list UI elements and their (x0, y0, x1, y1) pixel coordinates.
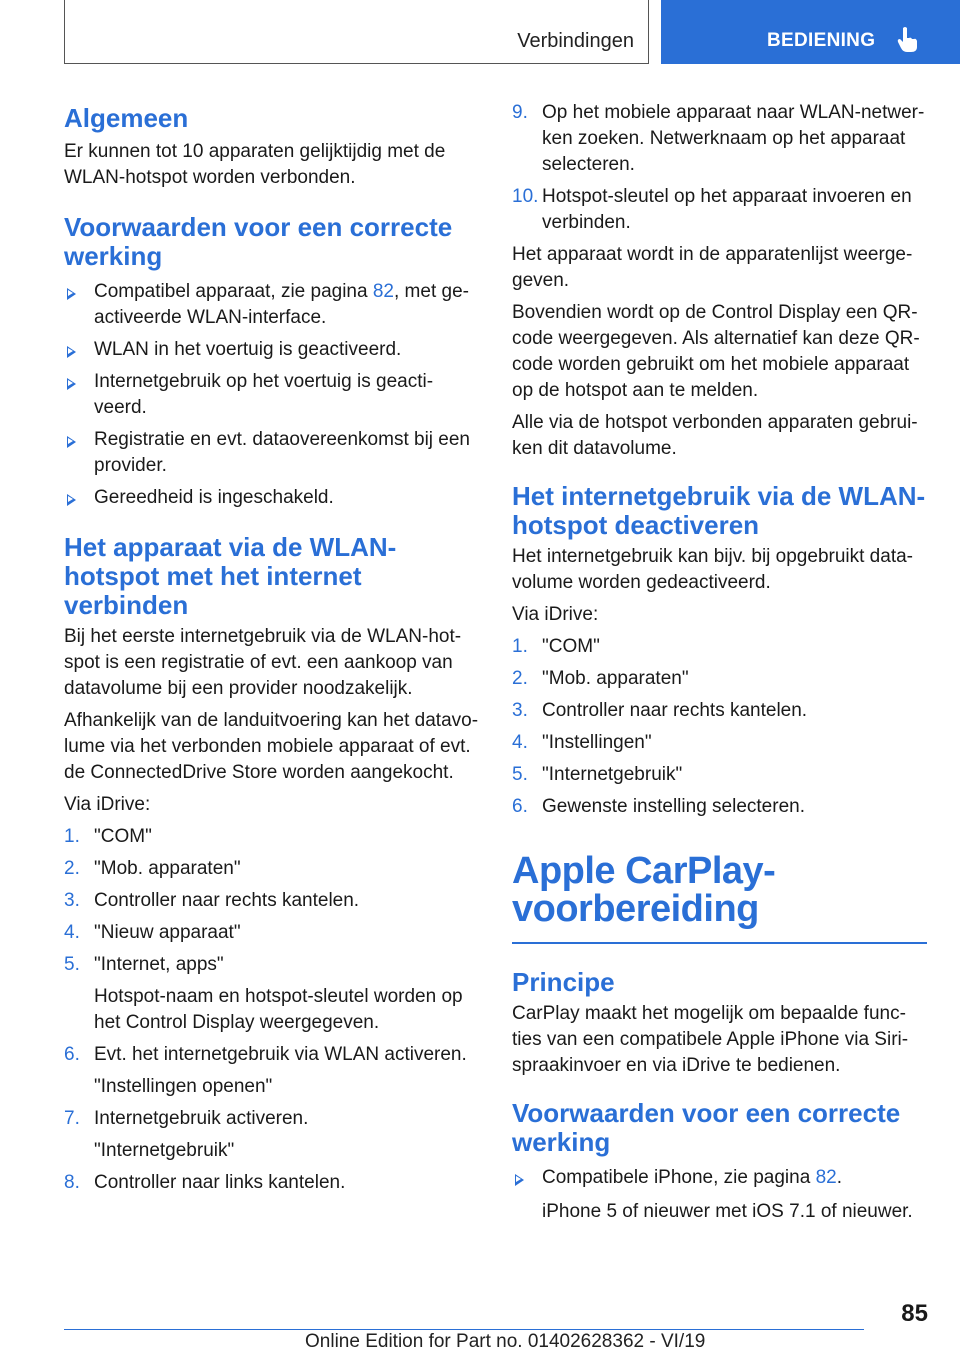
step-text: "COM" (94, 826, 152, 847)
step-item (512, 666, 927, 692)
step-text: Controller naar rechts kantelen. (542, 700, 808, 721)
list-item: Internetgebruik op het voertuig is geactiveerd. (64, 369, 479, 421)
paragraph: Het internetgebruik kan bijv. bij opgebruikt datavolume worden gedeactiveerd. (512, 546, 913, 593)
section-rule (512, 942, 927, 944)
step-item (64, 888, 479, 914)
para-algemeen: Er kunnen tot 10 apparaten gelijktijdig met de WLAN-hotspot worden verbonden. (64, 141, 446, 188)
chapter-tab-label: BEDIENING (767, 30, 876, 51)
step-text: Controller naar rechts kantelen. (94, 890, 360, 911)
list-item: Registratie en evt. dataovereenkomst bij een provider. (64, 427, 479, 479)
heading-voorwaarden-2: Voorwaarden voor een correcte werking (512, 1097, 901, 1157)
step-text: Controller naar links kantelen. (94, 1172, 346, 1193)
step-item (64, 856, 479, 882)
triangle-bullet-icon (67, 288, 76, 300)
step-subtext: "Instellingen openen" (94, 1076, 273, 1097)
step-text: Evt. het internetgebruik via WLAN activeren. (94, 1044, 467, 1065)
left-column (64, 100, 479, 1196)
page-number: 85 (901, 1300, 928, 1327)
step-item (64, 1170, 479, 1196)
triangle-bullet-icon (67, 346, 76, 358)
step-number: 4. (512, 732, 528, 753)
triangle-bullet-icon (67, 436, 76, 448)
step-number: 6. (512, 796, 528, 817)
step-number: 2. (64, 858, 80, 879)
page-link[interactable]: 82 (372, 281, 394, 302)
heading-voorwaarden: Voorwaarden voor een correcte werking (64, 212, 453, 271)
step-number: 1. (64, 826, 80, 847)
footer-rule (64, 1329, 864, 1330)
step-text: "Internetgebruik" (542, 764, 683, 785)
step-number: 7. (64, 1108, 80, 1129)
page-link[interactable]: 82 (815, 1166, 837, 1188)
step-item (512, 794, 927, 820)
step-item (64, 952, 479, 978)
heading-carplay: Apple CarPlay-voorbereiding (512, 850, 776, 930)
heading-deactiveren: Het internetgebruik via de WLAN-hotspot deactiveren (512, 481, 926, 540)
section-title: Verbindingen (517, 30, 634, 52)
step-text: Internetgebruik activeren. (94, 1108, 309, 1129)
header-section-box (64, 0, 649, 64)
step-list (512, 100, 927, 236)
step-text: "Nieuw apparaat" (94, 922, 241, 943)
step-text: Op het mobiele apparaat naar WLAN-netwerken zoeken. Netwerknaam op het apparaat selecteren. (542, 102, 925, 175)
step-text: Gewenste instelling selecteren. (542, 796, 805, 817)
list-item: Compatibel apparaat, zie pagina 82, met geactiveerde WLAN-interface. (64, 279, 479, 331)
step-item (512, 634, 927, 660)
step-item (512, 762, 927, 788)
step-text: "COM" (542, 636, 600, 657)
step-text: Hotspot-sleutel op het apparaat invoeren en verbinden. (542, 186, 912, 233)
paragraph: Bovendien wordt op de Control Display een QR-code weergegeven. Als alternatief kan deze QR-code worden gebruikt om het mobiele apparaat op de hotspot aan te melden. (512, 302, 920, 401)
step-item (512, 698, 927, 724)
list-item: WLAN in het voertuig is geactiveerd. (64, 337, 479, 363)
step-item (512, 184, 927, 236)
step-number: 9. (512, 102, 528, 123)
step-item (64, 1042, 479, 1068)
paragraph: Via iDrive: (512, 604, 599, 625)
hand-pointer-icon (897, 26, 919, 52)
heading-algemeen: Algemeen (64, 103, 189, 133)
step-text: "Internet, apps" (94, 954, 224, 975)
triangle-bullet-icon (515, 1174, 524, 1186)
step-number: 1. (512, 636, 528, 657)
step-item (64, 1106, 479, 1132)
step-subtext: "Internetgebruik" (94, 1140, 235, 1161)
paragraph: Afhankelijk van de landuitvoering kan het datavolume via het verbonden mobiele apparaat of evt. de ConnectedDrive Store worden aangekocht. (64, 710, 479, 783)
paragraph: Alle via de hotspot verbonden apparaten gebruiken dit datavolume. (512, 412, 918, 459)
step-text: "Instellingen" (542, 732, 652, 753)
step-number: 8. (64, 1172, 80, 1193)
step-number: 2. (512, 668, 528, 689)
step-item (64, 824, 479, 850)
paragraph: Het apparaat wordt in de apparatenlijst weergegeven. (512, 244, 913, 291)
step-number: 4. (64, 922, 80, 943)
step-list (64, 824, 479, 1196)
chapter-tab[interactable] (661, 0, 960, 64)
step-number: 5. (512, 764, 528, 785)
right-column (512, 100, 927, 1225)
step-item (512, 100, 927, 178)
step-item (64, 920, 479, 946)
step-number: 3. (512, 700, 528, 721)
list-item: Gereedheid is ingeschakeld. (64, 485, 479, 511)
step-text: "Mob. apparaten" (94, 858, 241, 879)
step-item (512, 730, 927, 756)
step-subtext: Hotspot-naam en hotspot-sleutel worden op het Control Display weergegeven. (94, 986, 463, 1033)
paragraph: iPhone 5 of nieuwer met iOS 7.1 of nieuwer. (542, 1200, 913, 1222)
step-number: 5. (64, 954, 80, 975)
paragraph: Via iDrive: (64, 794, 151, 815)
triangle-bullet-icon (67, 494, 76, 506)
paragraph: Bij het eerste internetgebruik via de WLAN-hotspot is een registratie of evt. een aankoop van datavolume bij een provider noodzakelijk. (64, 626, 462, 699)
triangle-bullet-icon (67, 378, 76, 390)
step-text: "Mob. apparaten" (542, 668, 689, 689)
list-item: Compatibele iPhone, zie pagina 82. (512, 1165, 927, 1191)
step-number: 3. (64, 890, 80, 911)
paragraph: CarPlay maakt het mogelijk om bepaalde functies van een compatibele Apple iPhone via Siri-spraakinvoer en via iDrive te bedienen. (512, 1002, 909, 1076)
footer-edition: Online Edition for Part no. 01402628362 - VI/19 (305, 1331, 706, 1352)
step-list (512, 634, 927, 820)
heading-principe: Principe (512, 966, 615, 997)
step-number: 10. (512, 186, 539, 207)
heading-verbinden: Het apparaat via de WLAN-hotspot met het internet verbinden (64, 532, 397, 620)
step-number: 6. (64, 1044, 80, 1065)
